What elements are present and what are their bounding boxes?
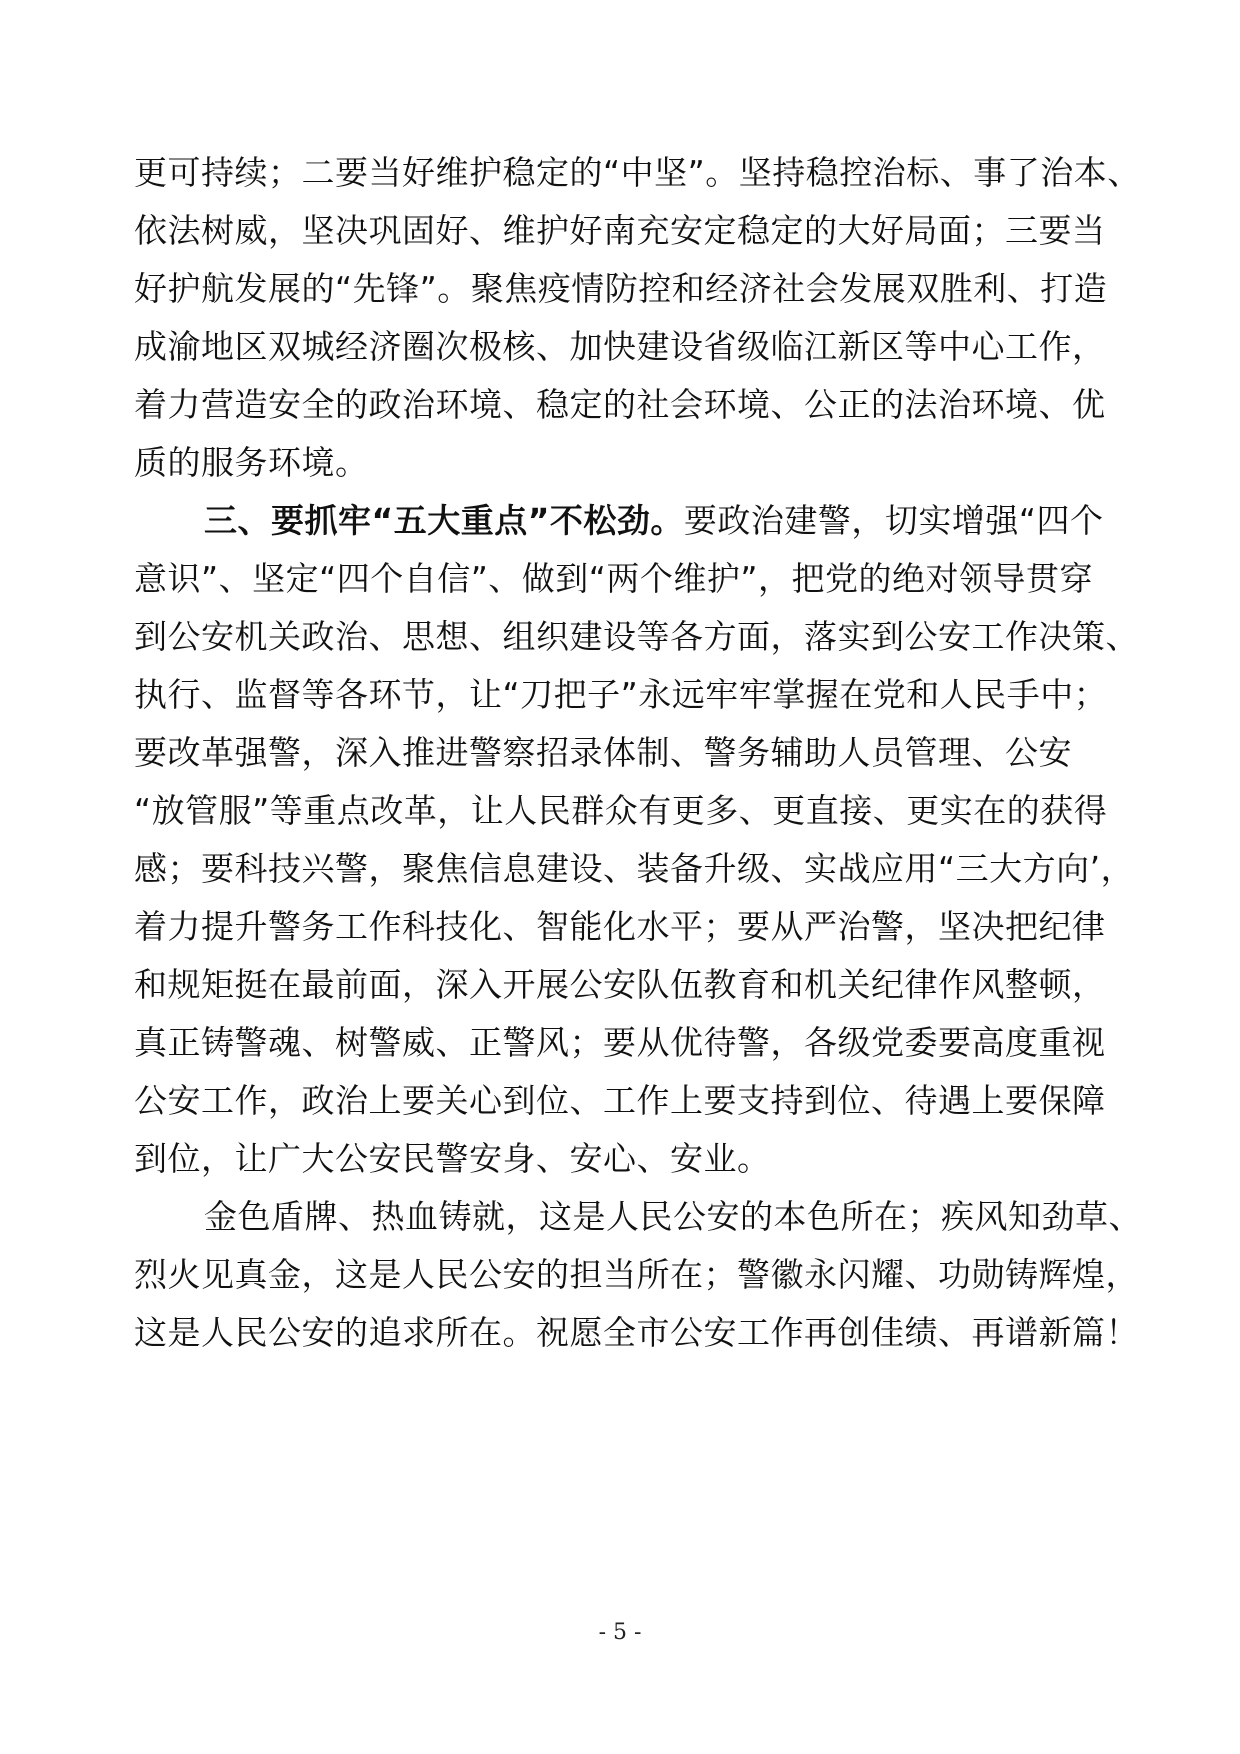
paragraph-3	[134, 1188, 1142, 1362]
text-line: 更可持续；二要当好维护稳定的“中坚”。坚持稳控治标、事了治本、	[134, 153, 1141, 192]
text-line: 金色盾牌、热血铸就，这是人民公安的本色所在；疾风知劲草、	[204, 1197, 1142, 1236]
text-line: 质的服务环境。	[134, 443, 369, 482]
text-line: 着力提升警务工作科技化、智能化水平；要从严治警，坚决把纪律	[134, 907, 1106, 946]
text-line: 感；要科技兴警，聚焦信息建设、装备升级、实战应用“三大方向’，	[134, 849, 1135, 888]
text-line: 烈火见真金，这是人民公安的担当所在；警徽永闪耀、功勋铸辉煌，	[134, 1255, 1139, 1294]
text-line: 着力营造安全的政治环境、稳定的社会环境、公正的法治环境、优	[134, 385, 1106, 424]
document-body	[134, 144, 1142, 1362]
page-number: - 5 -	[598, 1620, 642, 1645]
text-line: 意识”、坚定“四个自信”、做到“两个维护”，把党的绝对领导贯穿	[134, 559, 1093, 598]
text-line: 这是人民公安的追求所在。祝愿全市公安工作再创佳绩、再谱新篇！	[134, 1313, 1139, 1352]
text-line	[134, 492, 1114, 550]
text-line: 好护航发展的“先锋”。聚焦疫情防控和经济社会发展双胜利、打造	[134, 269, 1108, 308]
paragraph-1	[134, 144, 1141, 492]
text-line: 到位，让广大公安民警安身、安心、安业。	[134, 1139, 771, 1178]
text-line: 依法树威，坚决巩固好、维护好南充安定稳定的大好局面；三要当	[134, 211, 1106, 250]
text-line: 执行、监督等各环节，让“刀把子”永远牢牢掌握在党和人民手中；	[134, 675, 1108, 714]
text-line: 和规矩挺在最前面，深入开展公安队伍教育和机关纪律作风整顿，	[134, 965, 1106, 1004]
text-line: 要改革强警，深入推进警察招录体制、警务辅助人员管理、公安	[134, 733, 1072, 772]
text-line: 到公安机关政治、思想、组织建设等各方面，落实到公安工作决策、	[134, 617, 1139, 656]
section-heading: 三、要抓牢“五大重点”不松劲。	[204, 501, 684, 540]
text-line: “放管服”等重点改革，让人民群众有更多、更直接、更实在的获得	[134, 791, 1108, 830]
paragraph-2	[134, 492, 1139, 1188]
heading-line-rest: 要政治建警，切实增强“四个	[683, 501, 1104, 540]
text-line: 公安工作，政治上要关心到位、工作上要支持到位、待遇上要保障	[134, 1081, 1106, 1120]
text-line: 成渝地区双城经济圈次极核、加快建设省级临江新区等中心工作，	[134, 327, 1106, 366]
text-line: 真正铸警魂、树警威、正警风；要从优待警，各级党委要高度重视	[134, 1023, 1106, 1062]
